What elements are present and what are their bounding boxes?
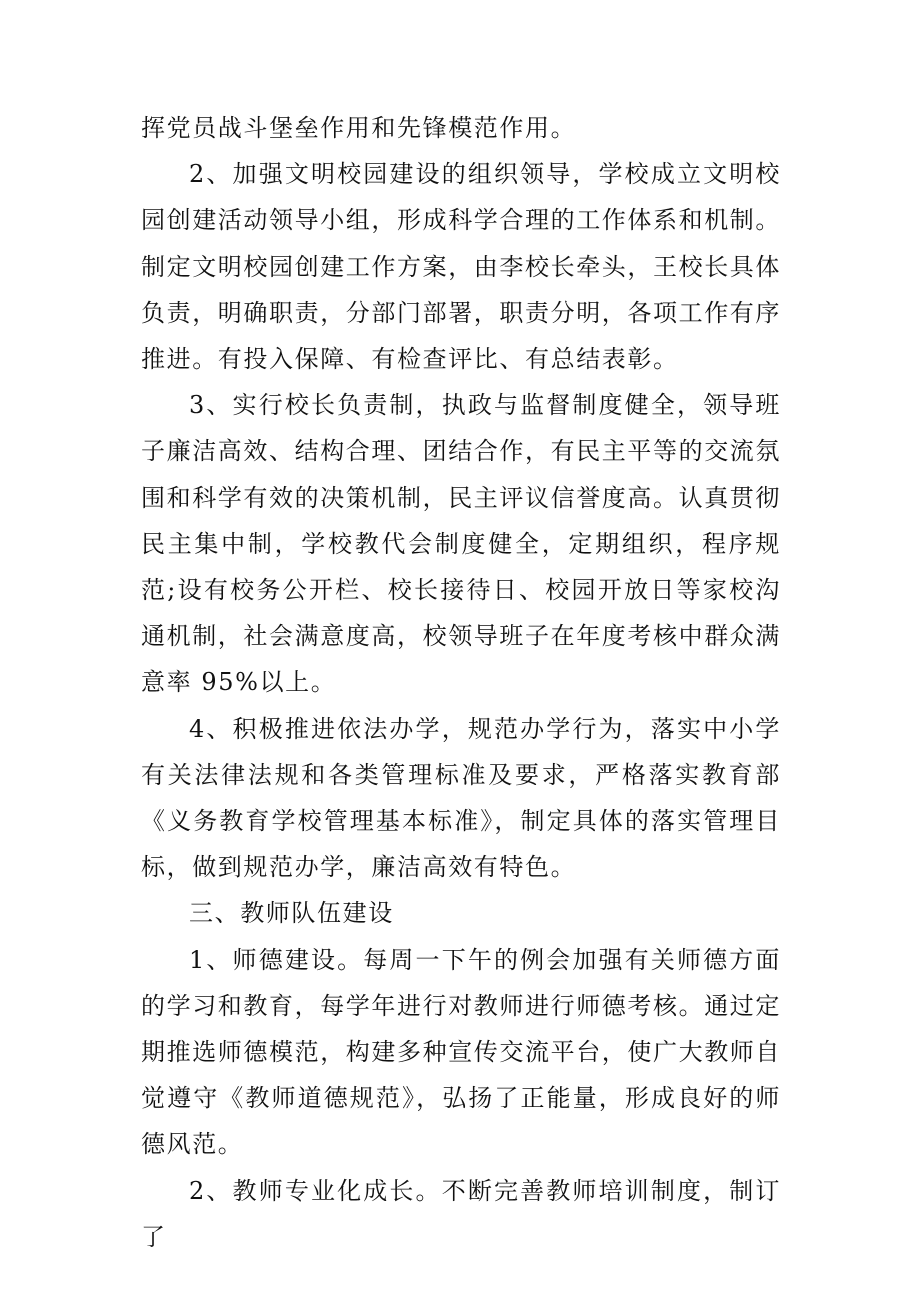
paragraph-civilized-campus-leadership: 2、加强文明校园建设的组织领导，学校成立文明校园创建活动领导小组，形成科学合理的工作体系和机制。制定文明校园创建工作方案，由李校长牵头，王校长具体负责，明确职责，分部门部署，职责分明，各项工作有序推进。有投入保障、有检查评比、有总结表彰。 bbox=[141, 160, 781, 374]
paragraph-teacher-ethics: 1、师德建设。每周一下午的例会加强有关师德方面的学习和教育，每学年进行对教师进行师德考核。通过定期推选师德模范，构建多种宣传交流平台，使广大教师自觉遵守《教师道德规范》，弘扬了正能量，形成良好的师德风范。 bbox=[141, 945, 781, 1159]
paragraph-law-based-schooling: 4、积极推进依法办学，规范办学行为，落实中小学有关法律法规和各类管理标准及要求，严格落实教育部《义务教育学校管理基本标准》，制定具体的落实管理目标，做到规范办学，廉洁高效有特色。 bbox=[141, 714, 781, 882]
document-body bbox=[141, 105, 781, 1260]
paragraph-party-role: 挥党员战斗堡垒作用和先锋模范作用。 bbox=[141, 114, 577, 142]
paragraph-teacher-professional-growth: 2、教师专业化成长。不断完善教师培训制度，制订了 bbox=[141, 1176, 781, 1251]
paragraph-principal-responsibility: 3、实行校长负责制，执政与监督制度健全，领导班子廉洁高效、结构合理、团结合作，有民主平等的交流氛围和科学有效的决策机制，民主评议信誉度高。认真贯彻民主集中制，学校教代会制度健全，定期组织，程序规范;设有校务公开栏、校长接待日、校园开放日等家校沟通机制，社会满意度高，校领导班子在年度考核中群众满意率 95%以上。 bbox=[141, 391, 781, 697]
section-heading-teacher-team: 三、教师队伍建设 bbox=[189, 899, 394, 928]
